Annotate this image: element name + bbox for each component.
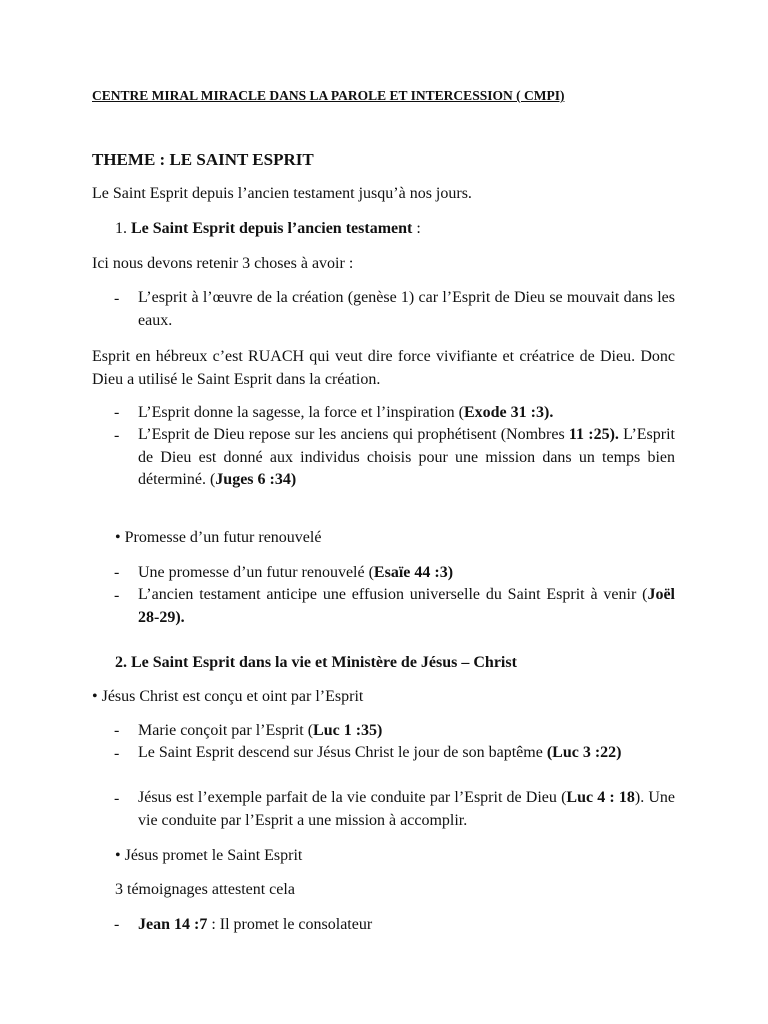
list-item-elders-ref-1: 11 :25). [568,426,619,443]
dash-marker: - [114,290,120,307]
list-item-john-ref: Jean 14 :7 [138,916,208,933]
section-1-suffix: : [412,220,421,237]
list-item-wisdom-ref: Exode 31 :3). [463,404,554,421]
dash-marker: - [114,745,120,762]
list-item-baptism [138,742,675,765]
list-item-elders-text-2: L’Esprit de Dieu est donné aux individus choisis pour une mission dans un temps bien déterminé. ( [138,426,675,488]
list-item-elders [138,424,675,492]
list-item-example [138,787,675,832]
list-item-promise [138,563,453,583]
dash-marker: - [114,587,120,604]
section-2-number: 2. [115,654,127,671]
section-1-title: Le Saint Esprit depuis l’ancien testament [131,220,413,237]
list-item-baptism-ref: (Luc 3 :22) [546,744,622,761]
list-item-john [138,915,372,935]
list-item-mary-text: Marie conçoit par l’Esprit ( [138,722,314,739]
document-header: CENTRE MIRAL MIRACLE DANS LA PAROLE ET INTERCESSION ( CMPI) [92,88,565,103]
bullet-promise: • Promesse d’un futur renouvelé [115,529,322,546]
list-item-joel [138,584,675,629]
list-item-elders-text-1: L’Esprit de Dieu repose sur les anciens qui prophétisent (Nombres [138,426,569,443]
list-item-promise-text: Une promesse d’un futur renouvelé ( [138,564,374,581]
list-item-joel-ref: Joël 28-29). [138,586,675,626]
list-item-example-ref: Luc 4 : 18 [566,789,635,806]
section-2-title: Le Saint Esprit dans la vie et Ministère de Jésus – Christ [131,654,517,671]
intro-paragraph: Le Saint Esprit depuis l’ancien testament jusqu’à nos jours. [92,185,472,202]
list-item-wisdom [138,403,553,423]
list-item-promise-ref: Esaïe 44 :3) [373,564,454,581]
dash-marker: - [114,427,120,444]
list-item-example-text: Jésus est l’exemple parfait de la vie conduite par l’Esprit de Dieu ( [138,789,567,806]
dash-marker: - [114,722,120,739]
testimonies-paragraph: 3 témoignages attestent cela [115,881,295,898]
dash-marker: - [114,790,120,807]
list-item-creation: L’esprit à l’œuvre de la création (genèse 1) car l’Esprit de Dieu se mouvait dans les eaux. [138,289,675,329]
theme-title: THEME : LE SAINT ESPRIT [92,150,314,169]
ruach-paragraph: Esprit en hébreux c’est RUACH qui veut dire force vivifiante et créatrice de Dieu. Donc Dieu a utilisé le Saint Esprit dans la création. [92,348,675,388]
dash-marker: - [114,916,120,933]
list-item-joel-text: L’ancien testament anticipe une effusion universelle du Saint Esprit à venir ( [138,586,648,603]
list-item-wisdom-text: L’Esprit donne la sagesse, la force et l’inspiration ( [138,404,464,421]
retain-paragraph: Ici nous devons retenir 3 choses à avoir : [92,255,354,272]
bullet-conceived: • Jésus Christ est conçu et oint par l’Esprit [92,688,364,705]
bullet-promises: • Jésus promet le Saint Esprit [115,847,303,864]
list-item-baptism-text: Le Saint Esprit descend sur Jésus Christ le jour de son baptême [138,744,547,761]
list-item-john-text: : Il promet le consolateur [207,916,373,933]
list-item-mary [138,721,382,741]
dash-marker: - [114,564,120,581]
list-item-elders-ref-2: Juges 6 :34) [215,471,297,488]
section-2-heading [115,653,517,673]
section-1-heading [115,219,421,239]
dash-marker: - [114,404,120,421]
list-item-example-tail: ). Une vie conduite par l’Esprit a une mission à accomplir. [138,789,675,829]
section-1-number: 1. [115,220,127,237]
list-item-mary-ref: Luc 1 :35) [313,722,383,739]
